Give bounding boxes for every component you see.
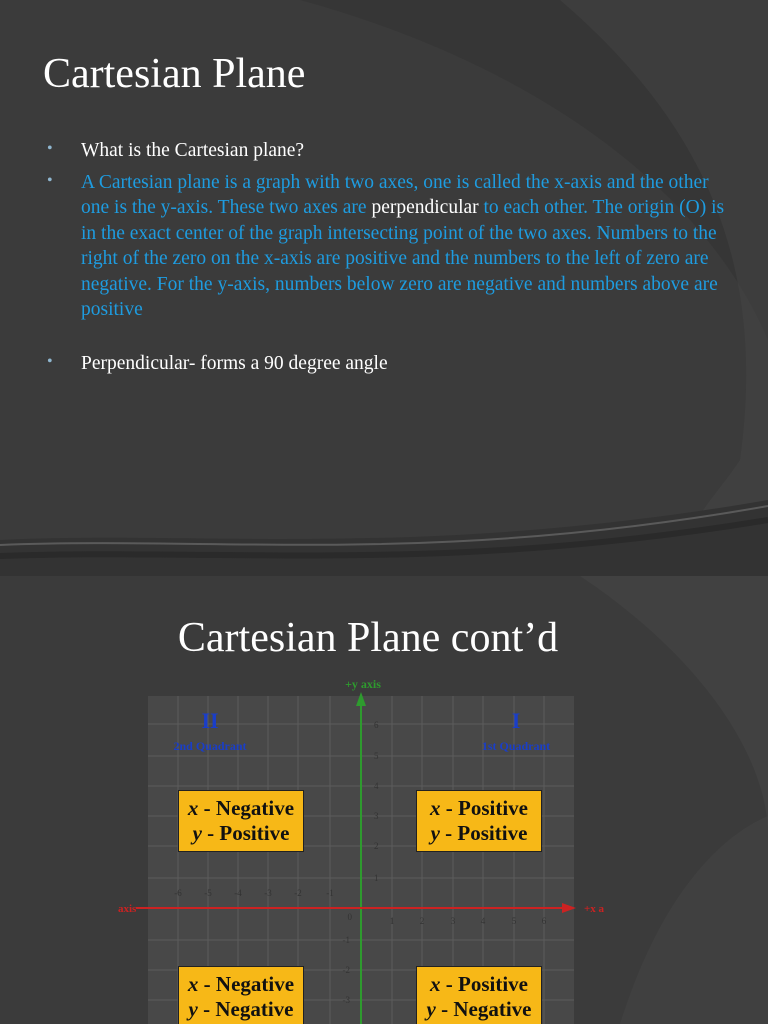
quadrant-2-box xyxy=(178,790,304,852)
bullet-dot-icon: • xyxy=(47,171,53,189)
quadrant-4-x-sign: x - Positive xyxy=(430,972,528,996)
bullet-item xyxy=(47,351,727,377)
x-axis-negative-label: axis xyxy=(118,903,137,915)
x-axis-positive-label: +x a xyxy=(584,903,605,915)
y-axis-label: +y axis xyxy=(345,677,381,691)
quadrant-1-box xyxy=(416,790,542,852)
bullet-text: Perpendicular- forms a 90 degree angle xyxy=(81,352,388,374)
x-tick-label: 6 xyxy=(541,916,547,926)
slide-title: Cartesian Plane xyxy=(43,51,306,97)
y-ticks-negative xyxy=(343,935,351,1005)
bullet-item xyxy=(47,170,727,323)
bullet-dot-icon: • xyxy=(47,140,53,157)
x-tick-label: 5 xyxy=(511,916,517,926)
y-tick-label: 2 xyxy=(374,841,379,851)
bullet-item xyxy=(47,138,727,164)
x-tick-label: 4 xyxy=(480,916,486,926)
y-tick-label: 1 xyxy=(374,873,379,883)
y-tick-label: -3 xyxy=(342,995,350,1005)
x-tick-label: -5 xyxy=(204,888,212,898)
bullet-text: A Cartesian plane is a graph with two axes, one is called the x-axis and the other one is the y-axis. These two axes are xyxy=(81,171,709,218)
x-tick-label: 1 xyxy=(389,916,395,926)
quadrant-1-numeral: I xyxy=(511,708,521,733)
x-tick-label: -3 xyxy=(264,888,272,898)
bullet-text-continued: to each other. The origin (O) is in the exact center of the graph intersecting point of the two axes. Numbers to the right of the zero on the x-axis are positive and the numbers to the left of zero are negative. For the y-axis, numbers below zero are negative and numbers above are positive xyxy=(81,197,725,320)
bullet-dot-icon: • xyxy=(47,352,53,370)
slide-2 xyxy=(0,576,768,1024)
y-tick-label: 3 xyxy=(374,811,379,821)
slide-title: Cartesian Plane cont’d xyxy=(177,615,559,661)
origin-label: 0 xyxy=(347,912,352,922)
quadrant-2-numeral: II xyxy=(201,708,219,733)
x-tick-label: -2 xyxy=(294,888,302,898)
bullet-text: What is the Cartesian plane? xyxy=(81,140,305,161)
bullet-list xyxy=(47,138,727,376)
x-tick-label: -4 xyxy=(234,888,242,898)
quadrant-3-x-sign: x - Negative xyxy=(187,972,295,996)
quadrant-3-y-sign: y - Negative xyxy=(188,997,294,1021)
y-ticks-positive xyxy=(374,720,379,883)
y-tick-label: -1 xyxy=(342,935,350,945)
quadrant-2-y-sign: y - Positive xyxy=(192,821,290,845)
y-tick-label: 4 xyxy=(374,781,379,791)
quadrant-1-x-sign: x - Positive xyxy=(430,796,528,820)
quadrant-4-box xyxy=(416,966,542,1024)
x-ticks-positive xyxy=(390,916,547,926)
quadrant-1-name: 1st Quadrant xyxy=(481,739,551,753)
quadrant-4-y-sign: y - Negative xyxy=(426,997,532,1021)
y-tick-label: -2 xyxy=(342,965,350,975)
y-tick-label: 6 xyxy=(374,720,379,730)
x-tick-label: 2 xyxy=(419,916,425,926)
quadrant-3-box xyxy=(178,966,304,1024)
quadrant-2-name: 2nd Quadrant xyxy=(173,739,247,753)
x-tick-label: 3 xyxy=(450,916,456,926)
quadrant-2-x-sign: x - Negative xyxy=(187,796,295,820)
cartesian-plane-diagram xyxy=(110,676,610,1024)
x-tick-label: -6 xyxy=(174,888,182,898)
quadrant-1-y-sign: y - Positive xyxy=(430,821,528,845)
x-ticks-negative xyxy=(174,888,334,898)
highlighted-term: perpendicular xyxy=(371,197,479,218)
x-tick-label: -1 xyxy=(326,888,334,898)
y-tick-label: 5 xyxy=(374,751,379,761)
